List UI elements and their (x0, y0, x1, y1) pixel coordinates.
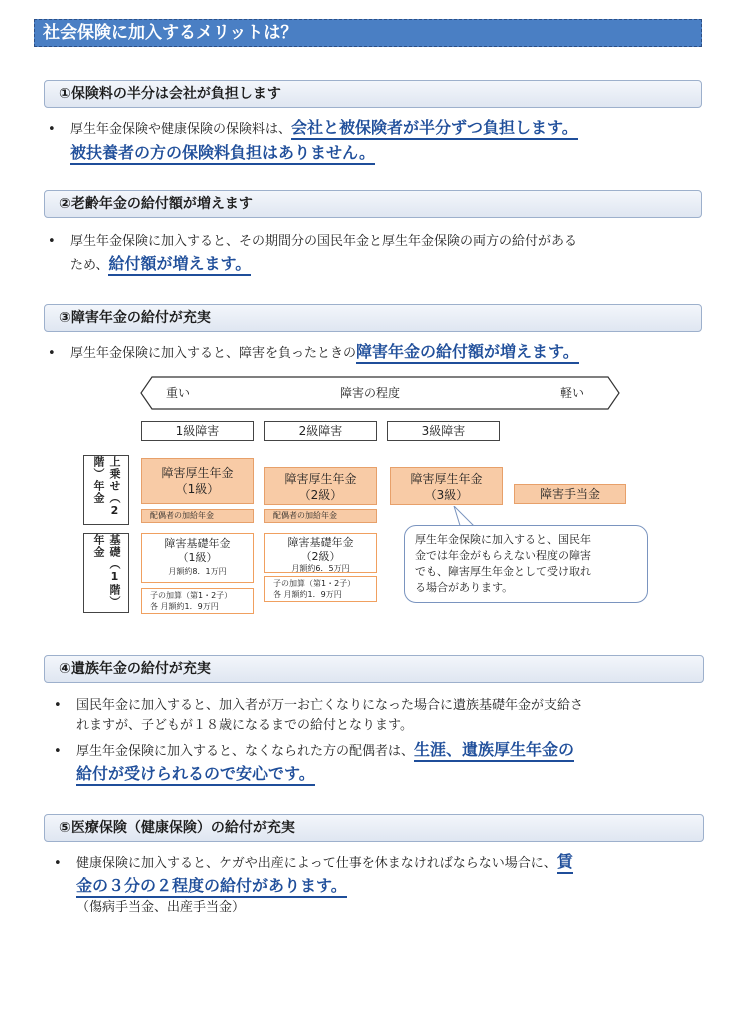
section-3-bullet (48, 342, 718, 364)
s5-emphasis-1: 賃 (557, 852, 573, 874)
kousei2-name: 障害厚生年金 (284, 472, 357, 486)
grade-1-label: 1級障害 (141, 421, 254, 441)
disability-kousei-grade-1 (141, 458, 254, 504)
disability-kiso-grade-2 (264, 533, 377, 573)
s2-text-1: 厚生年金保険に加入すると、その期間分の国民年金と厚生年金保険の両方の給付がある (70, 234, 578, 249)
severity-light-label: 軽い (560, 386, 585, 400)
s4-b2-emphasis-1: 生涯、遺族厚生年金の (414, 740, 574, 762)
child1-label: 子の加算（第1・2子） (150, 591, 233, 600)
kiso1-name: 障害基礎年金 (164, 537, 231, 550)
callout-note (404, 525, 648, 603)
s3-text: 厚生年金保険に加入すると、障害を負ったときの (70, 346, 357, 361)
grade-3-label: 3級障害 (387, 421, 500, 441)
severity-degree-label: 障害の程度 (340, 386, 401, 400)
kousei1-grade: （1級） (175, 482, 220, 496)
kiso2-amount: 月額約6．5万円 (291, 564, 350, 573)
section-2-heading: ②老齢年金の給付額が増えます (44, 190, 702, 218)
s2-emphasis: 給付額が増えます。 (108, 254, 251, 276)
grade-2-label: 2級障害 (264, 421, 377, 441)
child-addition-2 (264, 576, 377, 602)
s5-emphasis-2: 金の３分の２程度の給付があります。 (76, 876, 347, 898)
section-2-bullet (48, 232, 718, 252)
kousei3-name: 障害厚生年金 (410, 472, 483, 486)
section-4-heading: ④遺族年金の給付が充実 (44, 655, 704, 683)
section-4-bullet-1 (54, 696, 714, 715)
s5-text: 健康保険に加入すると、ケガや出産によって仕事を休まなければならない場合に、 (76, 856, 557, 871)
kousei1-name: 障害厚生年金 (161, 466, 234, 480)
basic-tier-label: 基礎（1階）年金 (83, 533, 129, 613)
page-title: 社会保険に加入するメリットは？ (34, 19, 702, 47)
s4-b2-emphasis-2: 給付が受けられるので安心です。 (76, 764, 315, 786)
s1-emphasis-1: 会社と被保険者が半分ずつ負担します。 (291, 118, 578, 140)
section-1-bullet (48, 118, 718, 140)
section-2-bullet-line2 (70, 254, 251, 276)
section-4-bullet-1-line2 (76, 716, 413, 736)
kiso2-grade: （2級） (300, 550, 341, 563)
bullet-dot: • (54, 698, 62, 713)
s1-text: 厚生年金保険や健康保険の保険料は、 (70, 122, 292, 137)
child1-amount: 各 月額約1．9万円 (150, 602, 219, 611)
kousei3-grade: （3級） (424, 488, 469, 502)
disability-kousei-grade-2 (264, 467, 377, 505)
child2-label: 子の加算（第1・2子） (273, 579, 356, 588)
s4-b1-line-1: 国民年金に加入すると、加入者が万一お亡くなりになった場合に遺族基礎年金が支給さ (76, 698, 584, 713)
callout-line-4: る場合があります。 (415, 581, 514, 594)
section-5-bullet (54, 852, 714, 874)
s4-b2-text: 厚生年金保険に加入すると、なくなられた方の配偶者は、 (76, 744, 415, 759)
kousei2-grade: （2級） (298, 488, 343, 502)
s2-text-2: ため、 (70, 258, 109, 273)
section-4-bullet-2 (54, 740, 714, 762)
section-5-note: （傷病手当金、出産手当金） (76, 900, 246, 915)
bullet-dot: • (54, 744, 62, 759)
disability-kousei-grade-3 (390, 467, 503, 505)
section-5-heading: ⑤医療保険（健康保険）の給付が充実 (44, 814, 704, 842)
disability-allowance: 障害手当金 (514, 484, 626, 504)
section-3-heading: ③障害年金の給付が充実 (44, 304, 702, 332)
kiso1-grade: （1級） (177, 551, 218, 564)
bullet-dot: • (48, 346, 56, 361)
child-addition-1 (141, 588, 254, 614)
bullet-dot: • (48, 234, 56, 249)
child2-amount: 各 月額約1．9万円 (273, 590, 342, 599)
upper-tier-label: 上乗せ（2階）年金 (83, 455, 129, 525)
kiso1-amount: 月額約8．1万円 (168, 567, 227, 576)
spouse-addition-1: 配偶者の加給年金 (141, 509, 254, 523)
section-1-bullet-line2 (70, 143, 375, 165)
section-5-bullet-line2 (76, 876, 347, 898)
callout-line-2: 金では年金がもらえない程度の障害 (415, 549, 591, 562)
s3-emphasis: 障害年金の給付額が増えます。 (356, 342, 579, 364)
bullet-dot: • (48, 122, 56, 137)
s1-emphasis-2: 被扶養者の方の保険料負担はありません。 (70, 143, 375, 165)
severity-heavy-label: 重い (166, 386, 191, 400)
callout-line-1: 厚生年金保険に加入すると、国民年 (415, 533, 591, 546)
s4-b1-line-2: れますが、子どもが１８歳になるまでの給付となります。 (76, 718, 413, 733)
bullet-dot: • (54, 856, 62, 871)
disability-kiso-grade-1 (141, 533, 254, 583)
section-4-bullet-2-line2 (76, 764, 315, 786)
kiso2-name: 障害基礎年金 (287, 536, 354, 549)
spouse-addition-2: 配偶者の加給年金 (264, 509, 377, 523)
section-1-heading: ①保険料の半分は会社が負担します (44, 80, 702, 108)
callout-line-3: でも、障害厚生年金として受け取れ (415, 565, 591, 578)
